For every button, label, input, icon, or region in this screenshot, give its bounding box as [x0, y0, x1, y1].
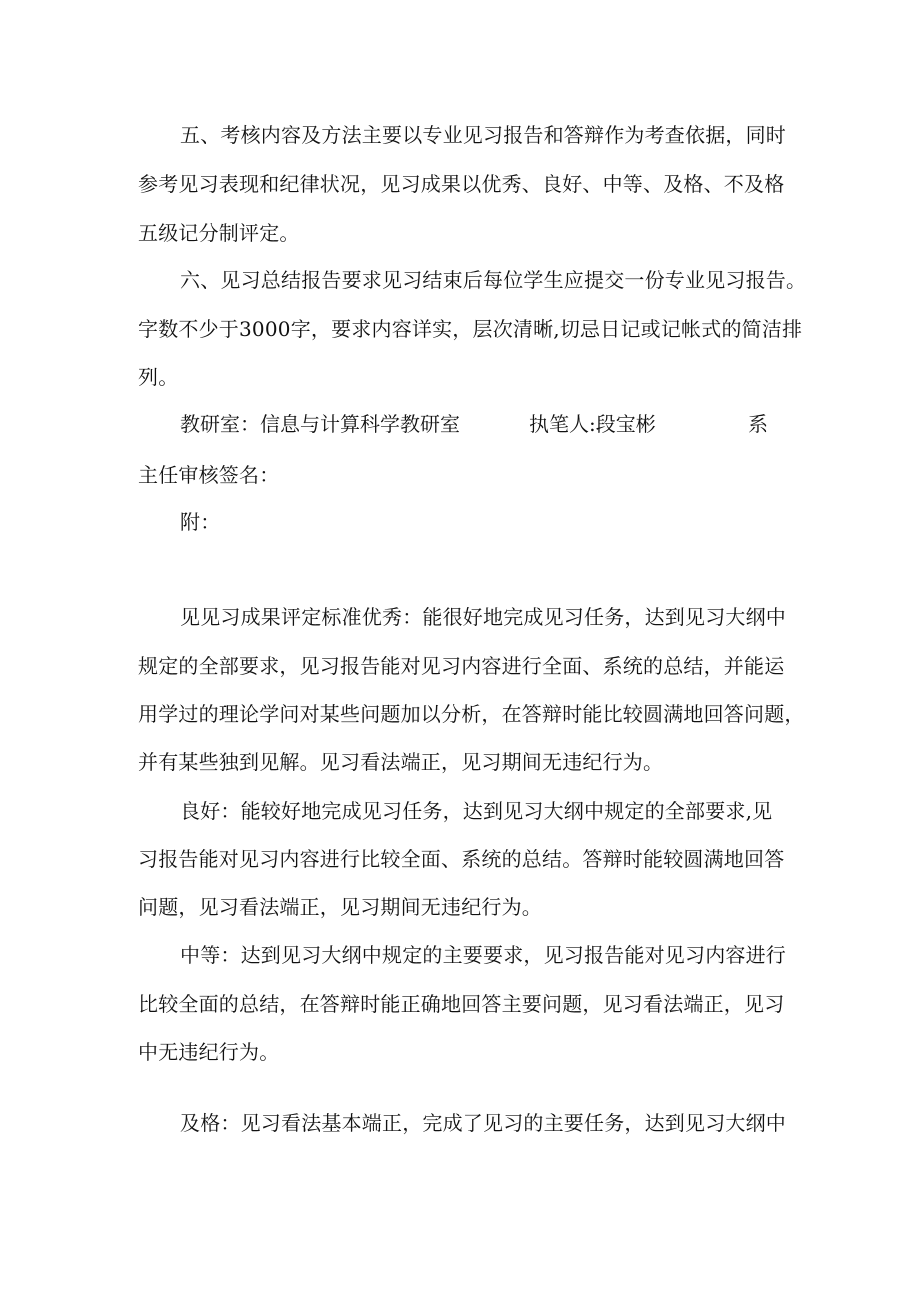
criteria-medium-line-3: 中无违纪行为。 — [138, 1040, 280, 1064]
author: 执笔人:段宝彬 — [529, 412, 656, 436]
appendix-label: 附： — [180, 510, 221, 534]
criteria-good-line-1: 良好：能较好地完成见习任务，达到见习大纲中规定的全部要求,见 — [180, 799, 773, 823]
criteria-excellent-line-2: 规定的全部要求，见习报告能对见习内容进行全面、系统的总结，并能运 — [138, 654, 785, 678]
criteria-excellent-line-3: 用学过的理论学问对某些问题加以分析，在答辩时能比较圆满地回答问题， — [138, 702, 805, 726]
criteria-medium-line-1: 中等：达到见习大纲中规定的主要要求，见习报告能对见习内容进行 — [180, 943, 786, 967]
criteria-excellent-line-1: 见见习成果评定标准优秀：能很好地完成见习任务，达到见习大纲中 — [180, 605, 786, 629]
criteria-good-line-2: 习报告能对见习内容进行比较全面、系统的总结。答辩时能较圆满地回答 — [138, 847, 785, 871]
criteria-pass-line-1: 及格：见习看法基本端正，完成了见习的主要任务，达到见习大纲中 — [180, 1111, 786, 1135]
section6-line-2: 字数不少于3000字，要求内容详实，层次清晰,切忌日记或记帐式的简洁排 — [138, 317, 803, 341]
criteria-medium-line-2: 比较全面的总结，在答辩时能正确地回答主要问题，见习看法端正，见习 — [138, 992, 785, 1016]
section5-line-3: 五级记分制评定。 — [138, 221, 300, 245]
criteria-excellent-line-4: 并有某些独到见解。见习看法端正，见习期间无违纪行为。 — [138, 750, 664, 774]
criteria-good-line-3: 问题，见习看法端正，见习期间无违纪行为。 — [138, 895, 542, 919]
teaching-office: 教研室：信息与计算科学教研室 — [180, 412, 460, 436]
section6-line-3: 列。 — [138, 365, 179, 389]
section5-line-2: 参考见习表现和纪律状况，见习成果以优秀、良好、中等、及格、不及格 — [138, 172, 785, 196]
department-prefix: 系 — [748, 412, 768, 436]
section5-line-1: 五、考核内容及方法主要以专业见习报告和答辩作为考查依据，同时 — [180, 123, 786, 147]
signature-row — [180, 410, 780, 438]
review-signature-line: 主任审核签名： — [138, 463, 280, 487]
section6-line-1: 六、见习总结报告要求见习结束后每位学生应提交一份专业见习报告。 — [180, 268, 807, 292]
